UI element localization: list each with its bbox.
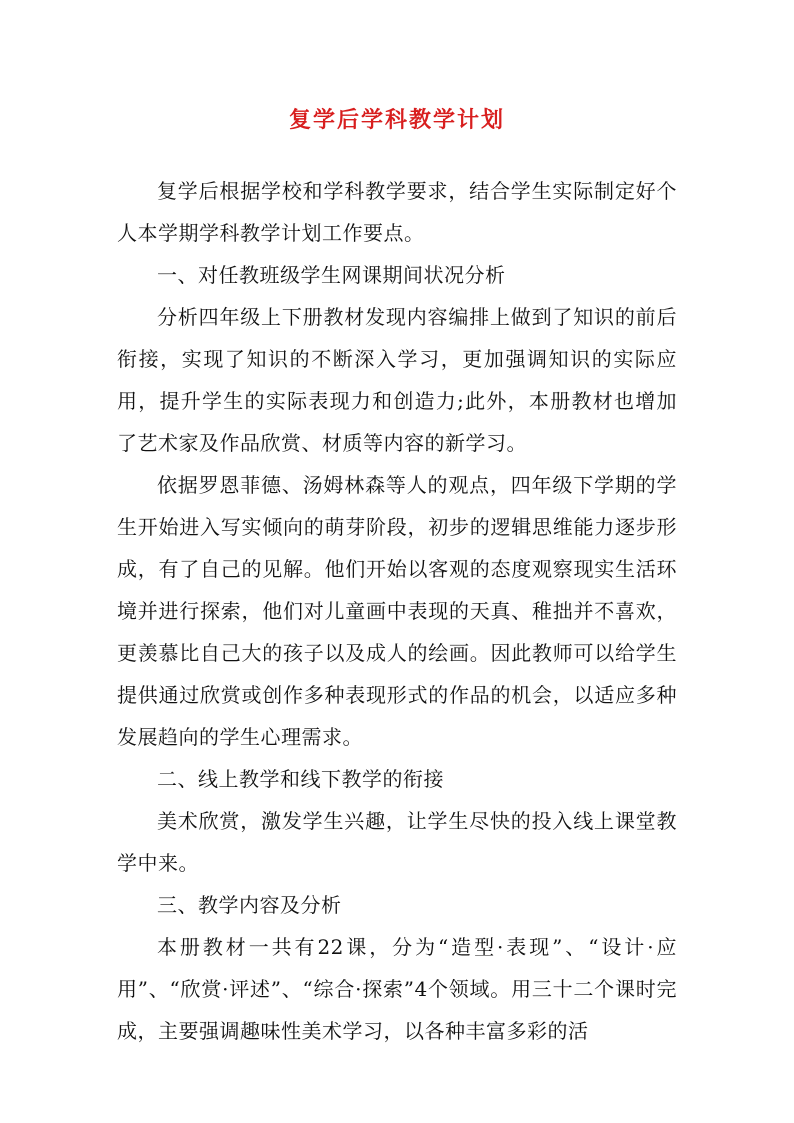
section-1-heading: 一、对任教班级学生网课期间状况分析 — [157, 263, 506, 287]
section-1-paragraph-1: 分析四年级上下册教材发现内容编排上做到了知识的前后衔接，实现了知识的不断深入学习，更加强调知识的实际应用，提升学生的实际表现力和创造力;此外，本册教材也增加了艺术家及作品欣赏、材质等内容的新学习。 — [117, 305, 677, 455]
document-page — [117, 100, 677, 1052]
section-2-heading: 二、线上教学和线下教学的衔接 — [157, 767, 444, 791]
section-3-heading: 三、教学内容及分析 — [157, 893, 342, 917]
intro-paragraph: 复学后根据学校和学科教学要求，结合学生实际制定好个人本学期学科教学计划工作要点。 — [117, 179, 677, 245]
document-title: 复学后学科教学计划 — [288, 107, 505, 133]
section-3-paragraph-1: 本册教材一共有22课，分为“造型·表现”、“设计·应用”、“欣赏·评述”、“综合·探索”4个领域。用三十二个课时完成，主要强调趣味性美术学习，以各种丰富多彩的活 — [117, 935, 677, 1043]
section-1-paragraph-2: 依据罗恩菲德、汤姆林森等人的观点，四年级下学期的学生开始进入写实倾向的萌芽阶段，初步的逻辑思维能力逐步形成，有了自己的见解。他们开始以客观的态度观察现实生活环境并进行探索，他们对儿童画中表现的天真、稚拙并不喜欢，更羡慕比自己大的孩子以及成人的绘画。因此教师可以给学生提供通过欣赏或创作多种表现形式的作品的机会，以适应多种发展趋向的学生心理需求。 — [117, 473, 677, 749]
section-2-paragraph-1: 美术欣赏，激发学生兴趣，让学生尽快的投入线上课堂教学中来。 — [117, 809, 677, 875]
